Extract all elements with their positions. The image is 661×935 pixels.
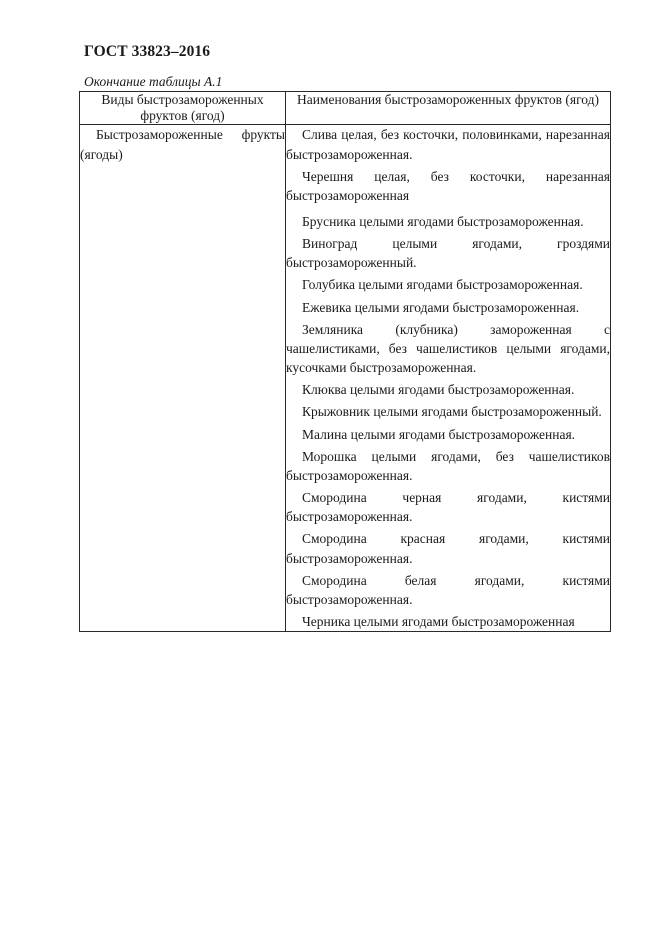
list-item: Черешня целая, без косточки, нарезанная быстрозамороженная (286, 168, 610, 203)
column-header-names: Наименования быстрозамороженных фруктов (ягод) (286, 92, 611, 125)
category-label: Быстрозамороженные фрукты (ягоды) (80, 127, 285, 162)
list-item: Брусника целыми ягодами быстрозамороженная. (302, 214, 584, 229)
list-item: Ежевика целыми ягодами быстрозамороженная. (302, 299, 580, 315)
list-item: Морошка целыми ягодами, без чашелистиков быстрозамороженная. (286, 448, 610, 483)
list-item: Черника целыми ягодами быстрозамороженная (302, 613, 575, 629)
list-item: Малина целыми ягодами быстрозамороженная. (302, 426, 576, 442)
table-caption: Окончание таблицы А.1 (84, 74, 223, 89)
list-item: Смородина красная ягодами, кистями быстрозамороженная. (286, 531, 610, 566)
items-cell (286, 125, 611, 632)
list-item: Виноград целыми ягодами, гроздями быстрозамороженный. (286, 236, 610, 271)
list-item: Клюква целыми ягодами быстрозамороженная. (302, 382, 575, 398)
category-cell (80, 125, 286, 632)
list-item: Крыжовник целыми ягодами быстрозамороженный. (302, 404, 602, 420)
list-item: Голубика целыми ягодами быстрозамороженная. (302, 277, 583, 293)
table-row (80, 125, 611, 632)
document-code: ГОСТ 33823–2016 (84, 43, 211, 60)
column-header-types: Виды быстрозамороженных фруктов (ягод) (80, 92, 286, 125)
list-item: Слива целая, без косточки, половинками, нарезанная быстрозамороженная. (286, 127, 610, 162)
table-header-row (80, 92, 611, 125)
list-item: Смородина черная ягодами, кистями быстрозамороженная. (286, 490, 610, 525)
list-item: Земляника (клубника) замороженная с чашелистиками, без чашелистиков целыми ягодами, кусочками быстрозамороженная. (286, 321, 610, 376)
fruit-types-table (79, 91, 611, 632)
list-item: Смородина белая ягодами, кистями быстрозамороженная. (286, 572, 610, 607)
